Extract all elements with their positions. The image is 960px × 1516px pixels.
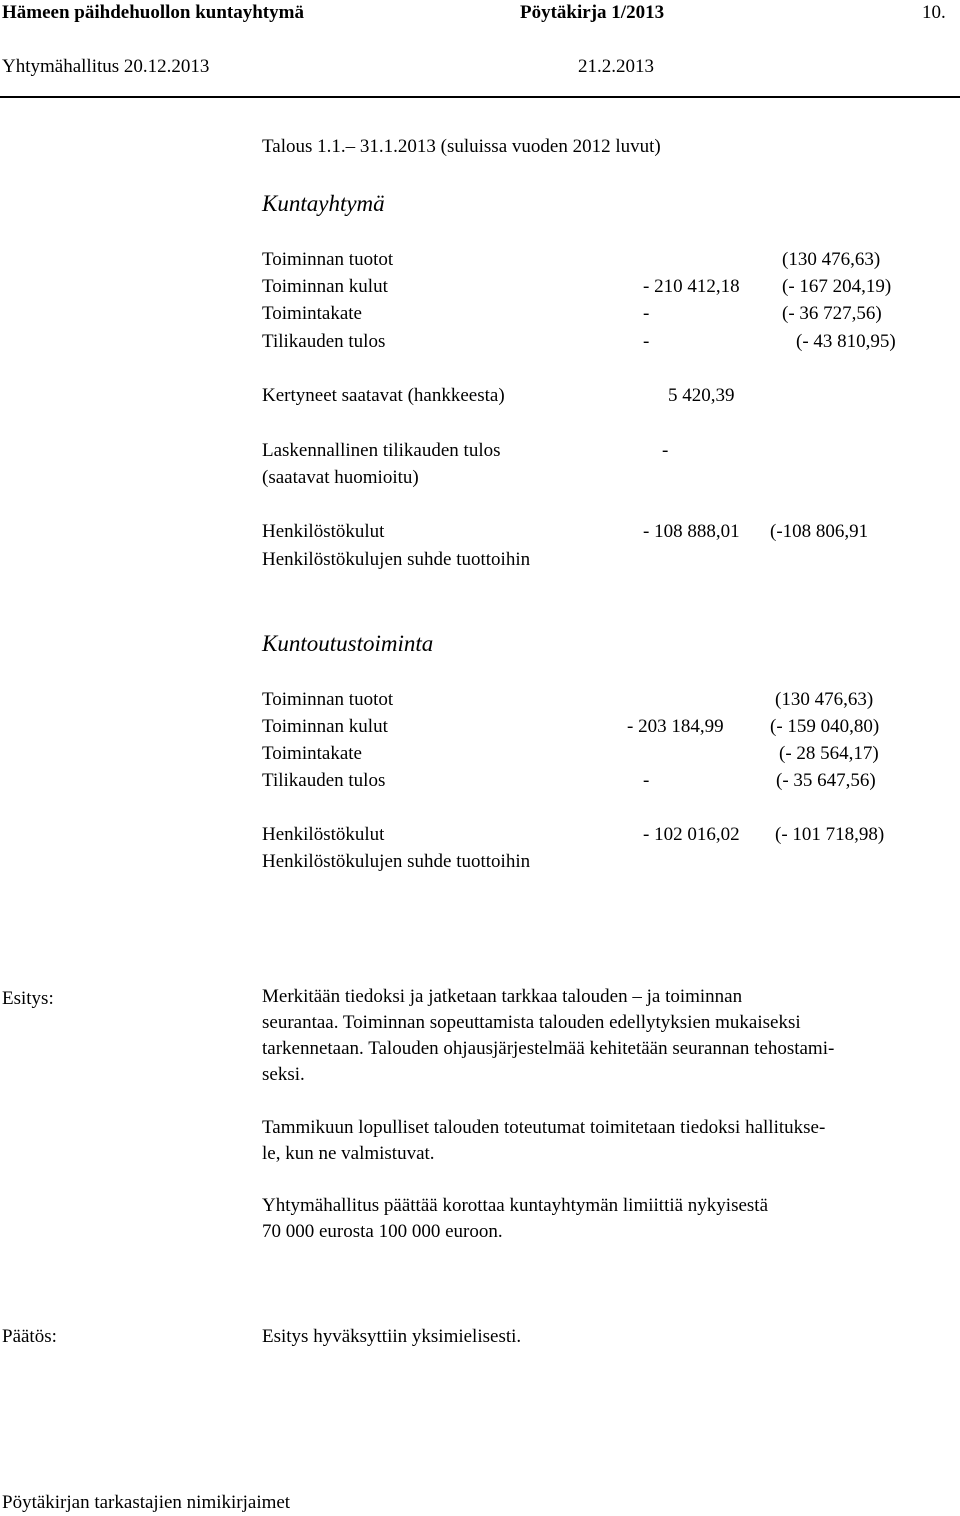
ky-row-prev: (130 476,63) xyxy=(782,249,881,270)
ku-row-prev: (- 35 647,56) xyxy=(776,770,876,791)
ky-row-value: - xyxy=(643,331,650,352)
esitys-paragraph-3 xyxy=(262,1193,954,1245)
ky-laskennallinen-value: - xyxy=(662,440,669,461)
ku-row-label: Toimintakate xyxy=(262,743,362,764)
esitys-line: 70 000 eurosta 100 000 euroon. xyxy=(262,1221,503,1242)
esitys-line: seksi. xyxy=(262,1064,305,1085)
ky-row-label: Toiminnan kulut xyxy=(262,276,388,297)
ku-row-prev: (130 476,63) xyxy=(775,689,874,710)
esitys-line: Tammikuun lopulliset talouden toteutumat toimitetaan tiedoksi hallitukse- xyxy=(262,1117,826,1138)
header-rule xyxy=(0,96,960,98)
paatos-text: Esitys hyväksyttiin yksimielisesti. xyxy=(262,1326,522,1347)
ky-row-prev: (- 167 204,19) xyxy=(782,276,892,297)
header-page: 10. xyxy=(922,2,946,23)
ky-saatavat-value: 5 420,39 xyxy=(668,385,735,406)
ky-row-label: Tilikauden tulos xyxy=(262,331,386,352)
ky-suhde-label: Henkilöstökulujen suhde tuottoihin xyxy=(262,549,531,570)
footer-signature-note: Pöytäkirjan tarkastajien nimikirjaimet xyxy=(2,1492,291,1513)
ku-row-prev: (- 28 564,17) xyxy=(779,743,879,764)
esitys-line: Yhtymähallitus päättää korottaa kuntayhtymän limiittiä nykyisestä xyxy=(262,1195,769,1216)
ku-row-prev: (- 159 040,80) xyxy=(770,716,880,737)
esitys-label: Esitys: xyxy=(2,988,54,1009)
header-date: 21.2.2013 xyxy=(578,56,654,77)
ky-row-value: - 210 412,18 xyxy=(643,276,740,297)
ky-laskennallinen-label: Laskennallinen tilikauden tulos xyxy=(262,440,501,461)
ku-row-label: Toiminnan kulut xyxy=(262,716,388,737)
ku-row-value: - xyxy=(643,770,650,791)
ky-row-label: Toiminnan tuotot xyxy=(262,249,394,270)
ky-row-label: Toimintakate xyxy=(262,303,362,324)
talous-title: Talous 1.1.– 31.1.2013 (suluissa vuoden 2012 luvut) xyxy=(262,136,661,157)
ky-row-prev: (- 43 810,95) xyxy=(796,331,896,352)
esitys-line: tarkennetaan. Talouden ohjausjärjestelmää kehitetään seurannan tehostami- xyxy=(262,1038,835,1059)
kuntayhtyma-heading: Kuntayhtymä xyxy=(262,191,385,216)
esitys-paragraph-1 xyxy=(262,984,954,1088)
ku-henkilosto-label: Henkilöstökulut xyxy=(262,824,385,845)
ky-henkilosto-value: - 108 888,01 xyxy=(643,521,740,542)
esitys-line: seurantaa. Toiminnan sopeuttamista talouden edellytyksien mukaiseksi xyxy=(262,1012,801,1033)
ku-row-value: - 203 184,99 xyxy=(627,716,724,737)
ky-row-prev: (- 36 727,56) xyxy=(782,303,882,324)
esitys-paragraph-2 xyxy=(262,1115,954,1167)
ky-row-value: - xyxy=(643,303,650,324)
esitys-line: le, kun ne valmistuvat. xyxy=(262,1143,435,1164)
header-doc: Pöytäkirja 1/2013 xyxy=(520,2,665,23)
ky-saatavat-label: Kertyneet saatavat (hankkeesta) xyxy=(262,385,505,406)
header-org: Hämeen päihdehuollon kuntayhtymä xyxy=(2,2,304,23)
ky-henkilosto-prev: (-108 806,91 xyxy=(770,521,869,542)
esitys-line: Merkitään tiedoksi ja jatketaan tarkkaa talouden – ja toiminnan xyxy=(262,986,743,1007)
ku-row-label: Tilikauden tulos xyxy=(262,770,386,791)
kuntoutus-heading: Kuntoutustoiminta xyxy=(262,631,434,656)
ky-henkilosto-label: Henkilöstökulut xyxy=(262,521,385,542)
ku-row-label: Toiminnan tuotot xyxy=(262,689,394,710)
paatos-label: Päätös: xyxy=(2,1326,57,1347)
ku-henkilosto-value: - 102 016,02 xyxy=(643,824,740,845)
ku-suhde-label: Henkilöstökulujen suhde tuottoihin xyxy=(262,851,531,872)
ku-henkilosto-prev: (- 101 718,98) xyxy=(775,824,885,845)
ky-laskennallinen-note: (saatavat huomioitu) xyxy=(262,467,419,488)
header-board: Yhtymähallitus 20.12.2013 xyxy=(2,56,210,77)
